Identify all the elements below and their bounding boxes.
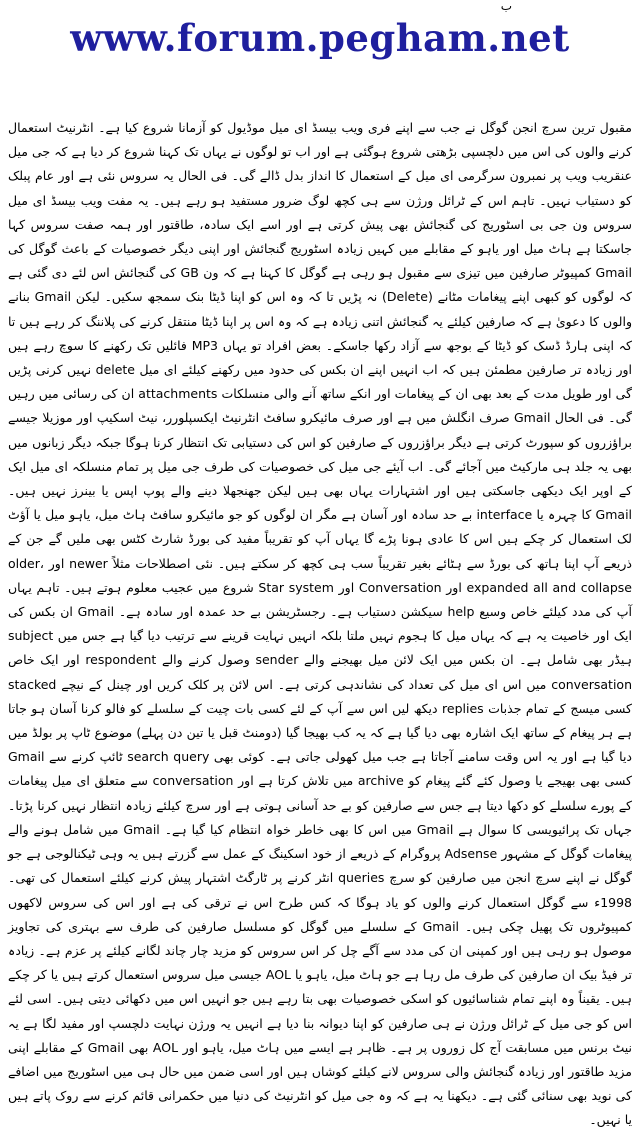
article-paragraph: مقبول ترین سرچ انجن گوگل نے جب سے اپنے فری ویب بیسڈ ای میل موڈیول کو آزمانا شروع کیا ہے۔ انٹرنیٹ استعمال کرنے والوں کی اس میں دلچسپی بڑھتی شروع ہوگئی ہے اور اب تو لوگوں نے یہاں تک کہنا شروع کر دیا ہے کہ جی میل عنقریب ویب پر نمبرون سرگرمی ای میل کے استعمال کا انداز بدل ڈالے گی۔ فی الحال یہ سروس نئی ہے اور عام پبلک کو دستیاب نہیں۔ تاہم اس کے ٹرائل ورژن سے ہی کچھ لوگ ضرور مستفید ہو رہے ہیں۔ یہ مفت ویب بیسڈ ای میل سروس ون جی بی اسٹوریج کی گنجائش بھی پیش کرتی ہے اور اسے ایک سادہ، طاقتور اور ہمہ صفت سروس کہا جاسکتا ہے ہاٹ میل اور یاہو کے مقابلے میں کہیں زیادہ اسٹوریج گنجائش اور اپنی دیگر خصوصیات کے باعث گوگل کی Gmail کمپیوٹر صارفین میں تیزی سے مقبول ہو رہی ہے گوگل کا کہنا ہے کہ ون GB کی گنجائش اس لئے دی گئی ہے کہ لوگوں کو کبھی اپنے پیغامات مٹانے (Delete) نہ پڑیں تا کہ وہ اس کو اپنا ڈیٹا بنک سمجھ سکیں۔ لیکن Gmail بنانے والوں کا دعویٰ ہے کہ صارفین کیلئے یہ گنجائش اتنی زیادہ ہے کہ وہ اس پر اپنا ڈیٹا منتقل کرنے کی پلاننگ کر رہے ہیں تا کہ اپنی ہارڈ ڈسک کو ڈیٹا کے بوجھ سے آزاد رکھا جاسکے۔ بعض افراد تو یہاں MP3 فائلیں تک رکھنے کا سوچ رہے ہیں اور زیادہ تر صارفین مطمئن ہیں کہ اب انہیں اپنے ان بکس کی حدود میں رکھنے کیلئے ای میل delete نہیں کرنی پڑیں گی اور طویل مدت کے بعد بھی ان کے پیغامات اور انکے ساتھ آنے والی منسلکات attachments ان کی رسائی میں رہیں گی۔ فی الحال Gmail صرف انگلش میں ہے اور صرف مائیکرو سافٹ انٹرنیٹ ایکسپلورر، نیٹ اسکیپ اور موزیلا جیسے براؤزروں کو سپورٹ کرتی ہے دیگر براؤزروں کے صارفین کو اس کی دستیابی تک انتظار کرنا ہوگا جبکہ دیگر زبانوں میں بھی یہ جلد ہی مارکیٹ میں آجائے گی۔ اب آیئے جی میل کی خصوصیات کی طرف جی میل پر تمام منسلکہ ای میل ایک کے اوپر ایک دیکھی جاسکتی ہیں اور اشتہارات یہاں بھی ہیں لیکن جھنجھلا دینے والے پوپ اپس یا بینرز نہیں ہیں۔ Gmail کا چہرہ یا interface بے حد سادہ اور آسان ہے مگر ان لوگوں کو جو مائیکرو سافٹ ہاٹ میل، یاہو میل یا آؤٹ لک استعمال کر چکے ہیں اس کا عادی ہونا پڑے گا یہاں آپ کو تقریباً مفید کی بورڈ شارٹ کٹس بھی ملیں گے جن کے ذریعے آپ اپنا ہاتھ کی بورڈ سے ہٹائے بغیر تقریباً سب ہی کچھ کر سکتے ہیں۔ نئی اصطلاحات مثلاً newer اور older، expanded all and collapse اور Conversation اور Star system شروع میں عجیب معلوم ہوتے ہیں۔ تاہم یہاں آپ کی مدد کیلئے خاص وسیع help سیکشن دستیاب ہے۔ رجسٹریشن بے حد عمدہ اور سادہ ہے۔ Gmail ان بکس کی ایک اور خاصیت یہ ہے کہ یہاں میل کا ہجوم نہیں ملتا بلکہ انہیں نہایت قرینے سے ترتیب دیا گیا ہے جس میں subject ہیڈر بھی شامل ہے۔ ان بکس میں ایک لائن میل بھیجنے والے sender وصول کرنے والے respondent اور ایک خاص conversation میں اس ای میل کی تعداد کی نشاندہی کرتی ہے۔ اس لائن پر کلک کریں اور چینل کے نیچے stacked کسی میسج کے تمام جذبات replies دیکھ لیں اس سے آپ کے لئے کسی بات چیت کے سلسلے کو فالو کرنا آسان ہو جاتا ہے ہر پیغام کے ساتھ ایک اشارہ بھی دیا گیا ہے کہ یہ کب بھیجا گیا (دومنٹ قبل یا تین دن پہلے) موضوع ٹاپ پر بولڈ میں دیا گیا ہے اور یہ اس وقت سامنے آجاتا ہے جب میل کھولی جاتی ہے۔ کوئی بھی search query ٹائپ کرنے سے Gmail کسی بھی بھیجے یا وصول کئے گئے پیغام کو archive میں تلاش کرتا ہے اور conversation سے متعلق ای میل پیغامات کے پورے سلسلے کو دکھا دیتا ہے جس سے صارفین کو بے حد آسانی ہوتی ہے اور سرچ کیلئے زیادہ انتظار نہیں کرنا پڑتا۔ جہاں تک پرائیویسی کا سوال ہے Gmail میں اس کا بھی خاطر خواہ انتظام کیا گیا ہے۔ Gmail میں شامل ہونے والے پیغامات گوگل کے مشہور Adsense پروگرام کے ذریعے از خود اسکینگ کے عمل سے گزرتے ہیں یہ وہی ٹیکنالوجی ہے جو گوگل نے اپنے سرچ انجن میں صارفین کو سرچ queries انٹر کرنے پر ٹارگٹ اشتہار پیش کرنے کیلئے استعمال کی تھی۔ 1998ء سے گوگل استعمال کرنے والوں کو یاد ہوگا کہ کس طرح اس نے ترقی کی ہے اور اس کی سروس لاکھوں کمپیوٹروں تک پھیل چکی ہیں۔ Gmail کے سلسلے میں گوگل کو مسلسل صارفین کی طرف سے بہتری کی تجاویز موصول ہو رہی ہیں اور کمپنی ان کی مدد سے آگے چل کر اس سروس کو مزید چار چاند لگانے کیلئے پر عزم ہے۔ زیادہ تر فیڈ بیک ان صارفین کی طرف مل رہا ہے جو ہاٹ میل، یاہو یا AOL جیسی میل سروس استعمال کرتے ہیں یا کر چکے ہیں۔ یقیناً وہ اپنے تمام شناسائیوں کو اسکی خصوصیات بھی بتا رہے ہیں جو انہیں اس میں دکھائی دیتی ہیں۔ اسی لئے اس کو جی میل کے ٹرائل ورژن نے ہی صارفین کو اپنا دیوانہ بنا دیا ہے انہیں یہ ورژن نہایت دلچسپ اور مفید لگا ہے یہ نیٹ برنس میں مسابقت آج کل زوروں پر ہے۔ ظاہر ہے ایسے میں ہاٹ میل، یاہو اور AOL بھی Gmail کے مقابلے اپنی مزید طاقتور اور زیادہ گنجائش والی سروس لانے کیلئے کوشاں ہیں اور اسی ضمن میں حال ہی میں اسٹوریج میں اضافے کی نوید بھی سنائی گئی ہے۔ دیکھنا یہ ہے کہ وہ جی میل کو انٹرنیٹ کی دنیا میں حکمرانی قائم کرنے سے روک پاتے ہیں یا نہیں۔ bbox=[8, 120, 633, 1128]
article-body bbox=[8, 116, 633, 1128]
corner-mark: ب bbox=[500, 0, 512, 13]
site-title-watermark: www.forum.pegham.net bbox=[70, 16, 570, 60]
